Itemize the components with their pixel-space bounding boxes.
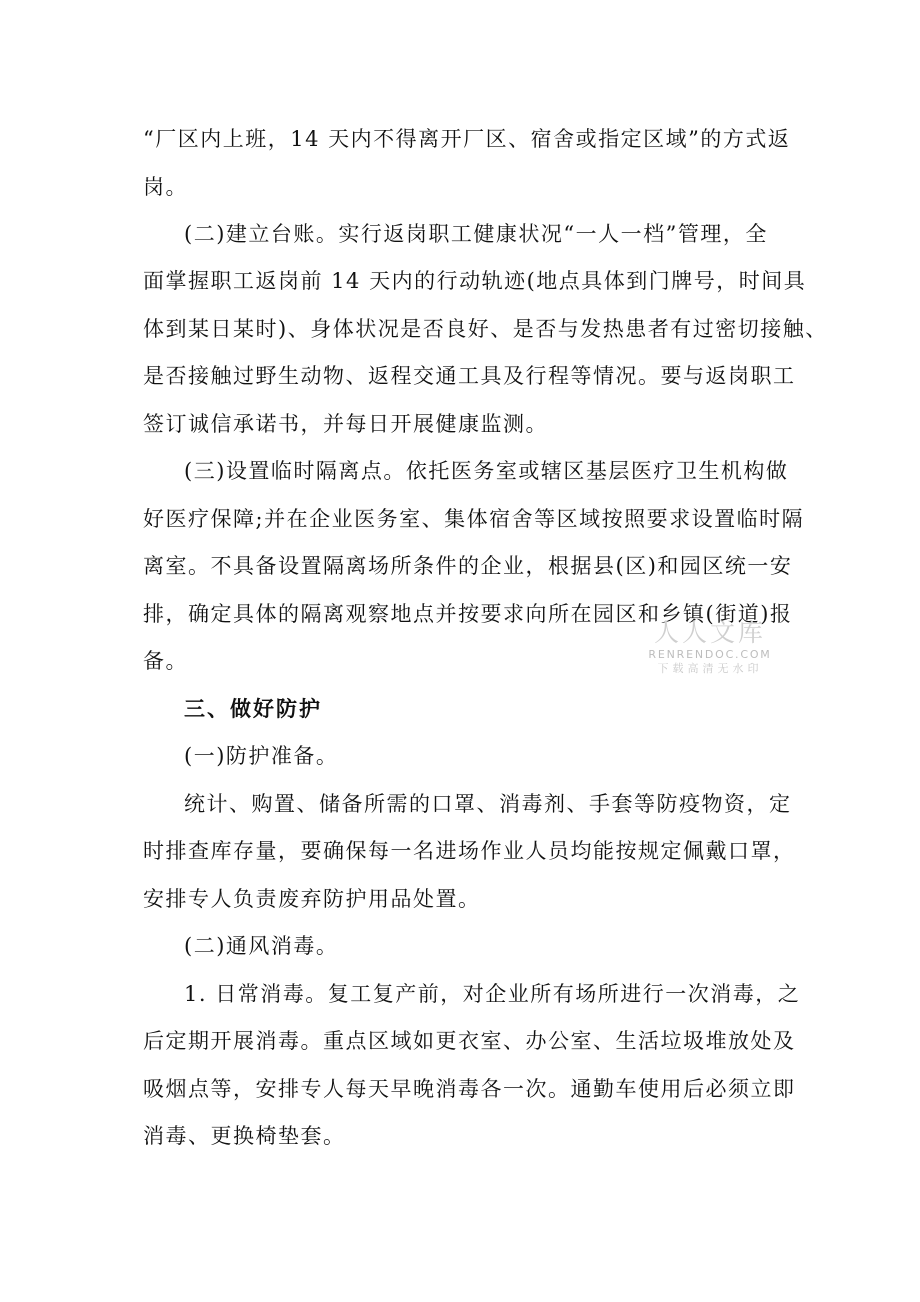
paragraph-line: 排，确定具体的隔离观察地点并按要求向所在园区和乡镇(街道)报 bbox=[143, 602, 793, 626]
paragraph-line: 签订诚信承诺书，并每日开展健康监测。 bbox=[143, 412, 548, 436]
paragraph-line: 好医疗保障;并在企业医务室、集体宿舍等区域按照要求设置临时隔 bbox=[143, 507, 805, 531]
subsection-heading: (一)防护准备。 bbox=[184, 744, 339, 768]
paragraph-line: 消毒、更换椅垫套。 bbox=[143, 1124, 346, 1148]
paragraph-line: 安排专人负责废弃防护用品处置。 bbox=[143, 887, 481, 911]
paragraph-line: 统计、购置、储备所需的口罩、消毒剂、手套等防疫物资，定 bbox=[184, 792, 792, 816]
paragraph-line: 岗。 bbox=[143, 175, 188, 199]
watermark-domain: RENRENDOC.COM bbox=[648, 648, 772, 661]
paragraph-line: 备。 bbox=[143, 649, 188, 673]
paragraph-line: (二)建立台账。实行返岗职工健康状况“一人一档”管理，全 bbox=[184, 222, 768, 246]
paragraph-line: “厂区内上班，14 天内不得离开厂区、宿舍或指定区域”的方式返 bbox=[143, 127, 791, 151]
paragraph-line: 吸烟点等，安排专人每天早晚消毒各一次。通勤车使用后必须立即 bbox=[143, 1077, 796, 1101]
paragraph-line: 是否接触过野生动物、返程交通工具及行程等情况。要与返岗职工 bbox=[143, 364, 796, 388]
subsection-heading: (二)通风消毒。 bbox=[184, 934, 339, 958]
section-heading: 三、做好防护 bbox=[184, 697, 322, 721]
watermark-brand: 人人文库 bbox=[653, 618, 766, 647]
paragraph-line: 1. 日常消毒。复工复产前，对企业所有场所进行一次消毒，之 bbox=[184, 982, 801, 1006]
paragraph-line: 面掌握职工返岗前 14 天内的行动轨迹(地点具体到门牌号，时间具 bbox=[143, 269, 807, 293]
paragraph-line: 后定期开展消毒。重点区域如更衣室、办公室、生活垃圾堆放处及 bbox=[143, 1029, 796, 1053]
watermark-logo bbox=[646, 618, 774, 676]
paragraph-line: 体到某日某时)、身体状况是否良好、是否与发热患者有过密切接触、 bbox=[143, 317, 828, 341]
paragraph-line: (三)设置临时隔离点。依托医务室或辖区基层医疗卫生机构做 bbox=[184, 459, 789, 483]
watermark-tagline: 下载高清无水印 bbox=[657, 662, 763, 675]
paragraph-line: 离室。不具备设置隔离场所条件的企业，根据县(区)和园区统一安 bbox=[143, 554, 793, 578]
paragraph-line: 时排查库存量，要确保每一名进场作业人员均能按规定佩戴口罩， bbox=[143, 839, 796, 863]
